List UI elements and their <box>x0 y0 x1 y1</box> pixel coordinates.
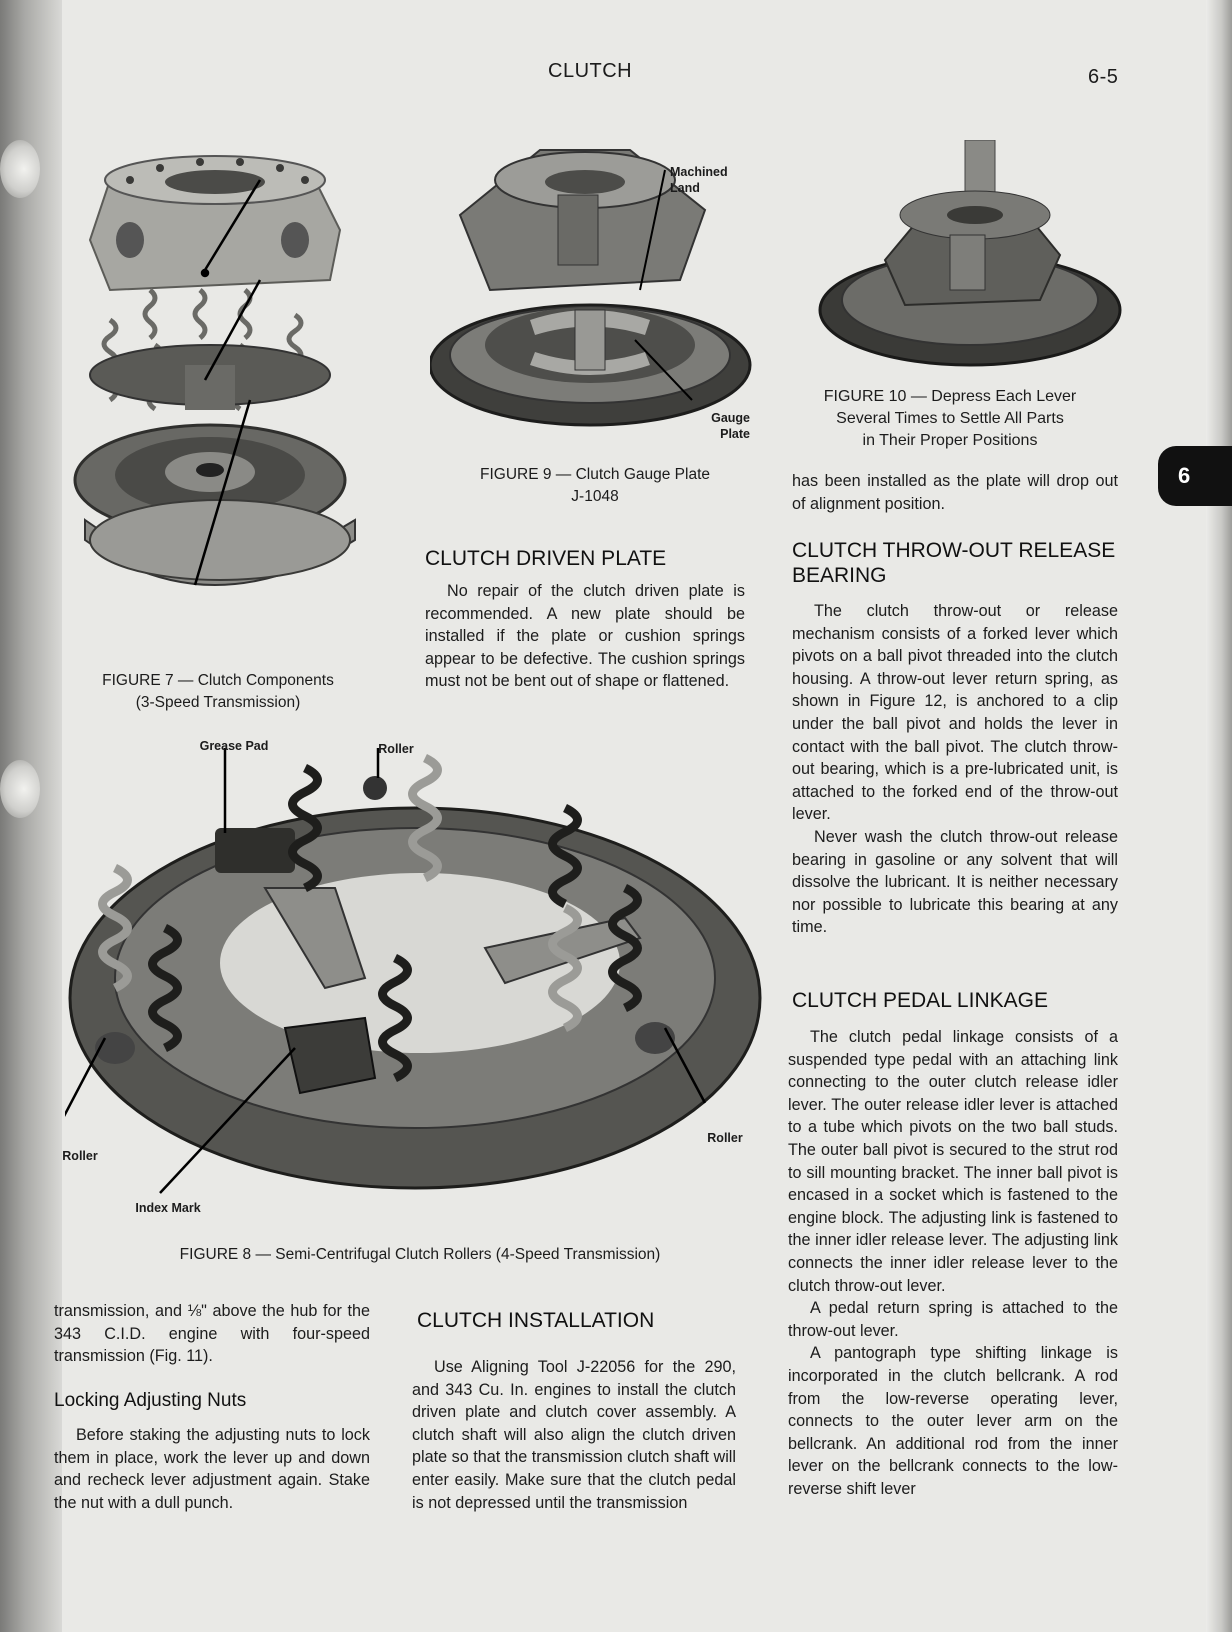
heading-throw-out-release-bearing: CLUTCH THROW-OUT RELEASE BEARING <box>792 539 1116 587</box>
installation-text <box>412 1356 736 1514</box>
section-tab: 6 <box>1158 446 1232 506</box>
figure-8-label-roller-top: Roller <box>378 742 414 756</box>
page-edge-shadow <box>1206 0 1232 1632</box>
left-continuation-paragraph: transmission, and ⅛" above the hub for the 343 C.I.D. engine with four-speed transmission (Fig. 11). <box>54 1302 370 1366</box>
locking-paragraph: Before staking the adjusting nuts to lock them in place, work the lever up and down and recheck lever adjustment again. Stake the nut with a dull punch. <box>54 1426 370 1512</box>
linkage-text <box>788 1026 1118 1500</box>
locking-text <box>54 1424 370 1514</box>
page-number: 6-5 <box>1088 66 1119 88</box>
heading-clutch-pedal-linkage: CLUTCH PEDAL LINKAGE <box>792 989 1048 1012</box>
left-continuation-text <box>54 1300 370 1368</box>
figure-8-label-index-mark: Index Mark <box>135 1201 201 1215</box>
figure-10-lever-depress-photo <box>815 140 1125 380</box>
heading-locking-adjusting-nuts: Locking Adjusting Nuts <box>54 1390 247 1411</box>
right-continuation-text <box>792 470 1118 515</box>
throw-out-text <box>792 600 1118 939</box>
figure-8-label-roller-right: Roller <box>707 1131 743 1145</box>
binder-hole <box>0 760 40 818</box>
page-binding-shadow <box>0 0 62 1632</box>
figure-8-caption: FIGURE 8 — Semi-Centrifugal Clutch Rollers (4-Speed Transmission) <box>179 1246 661 1263</box>
linkage-paragraph-3: A pantograph type shifting linkage is incorporated in the clutch bellcrank. A rod from the low-reverse operating lever, connects to the outer lever arm on the bellcrank. An additional rod from the inner lever on the bellcrank connects to the low-reverse shift lever <box>788 1344 1118 1498</box>
linkage-paragraph-2: A pedal return spring is attached to the throw-out lever. <box>788 1299 1118 1340</box>
figure-10-caption: FIGURE 10 — Depress Each Lever Several Times to Settle All Parts in Their Proper Positions <box>823 388 1077 449</box>
installation-paragraph: Use Aligning Tool J-22056 for the 290, and 343 Cu. In. engines to install the clutch driven plate and clutch cover assembly. A clutch shaft will also align the clutch driven plate so that the transmission clutch shaft will enter easily. Make sure that the clutch pedal is not depressed until the transmission <box>412 1358 736 1512</box>
throw-out-paragraph-1: The clutch throw-out or release mechanism consists of a forked lever which pivots on a ball pivot threaded into the clutch housing. A throw-out lever return spring, as shown in Figure 12, is anchored to a clip under the ball pivot and holds the lever in contact with the ball pivot. The clutch throw-out bearing, which is a pre-lubricated unit, is attached to the forked end of the throw-out lever. <box>792 602 1118 824</box>
figure-9-label-gauge-plate: Gauge Plate <box>711 411 750 441</box>
figure-9-label-machined-land: Machined Land <box>670 165 728 195</box>
driven-plate-text <box>425 580 745 693</box>
figure-7-caption: FIGURE 7 — Clutch Components (3-Speed Transmission) <box>102 672 334 711</box>
figure-8-label-roller-left: Roller <box>62 1149 98 1163</box>
driven-plate-paragraph: No repair of the clutch driven plate is recommended. A new plate should be installed if the plate or cushion springs appear to be defective. The cushion springs must not be bent out of shape or flattened. <box>425 582 745 691</box>
figure-8-semi-centrifugal-rollers-photo <box>65 748 765 1218</box>
figure-9-caption: FIGURE 9 — Clutch Gauge Plate J-1048 <box>479 466 710 505</box>
figure-7-clutch-components-photo <box>70 140 380 620</box>
running-header: CLUTCH <box>548 60 633 82</box>
figure-8-label-grease-pad: Grease Pad <box>199 739 269 753</box>
binder-hole <box>0 140 40 198</box>
heading-clutch-installation: CLUTCH INSTALLATION <box>417 1309 655 1332</box>
throw-out-paragraph-2: Never wash the clutch throw-out release bearing in gasoline or any solvent that will dissolve the lubricant. It is neither necessary nor possible to lubricate this bearing at any time. <box>792 827 1118 937</box>
right-continuation-paragraph: has been installed as the plate will drop out of alignment position. <box>792 472 1118 513</box>
linkage-paragraph-1: The clutch pedal linkage consists of a suspended type pedal with an attaching link connecting to the outer clutch release idler lever. The outer release idler lever is attached to a tube which pivots on the two ball studs. The outer ball pivot is secured to the strut rod to sill mounting bracket. The inner ball pivot is encased in a socket which is fastened to the engine block. The adjusting link is fastened to the inner idler release lever. The adjusting link connects the inner idler release lever to the clutch throw-out lever. <box>788 1028 1118 1295</box>
heading-clutch-driven-plate: CLUTCH DRIVEN PLATE <box>425 547 667 570</box>
